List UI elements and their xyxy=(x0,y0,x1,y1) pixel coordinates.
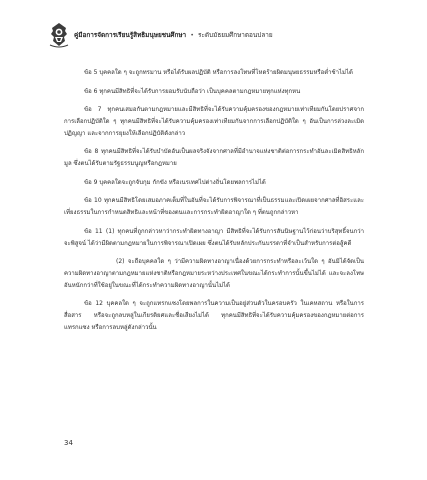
document-body xyxy=(64,67,364,341)
article-12: ข้อ 12 บุคคลใด ๆ จะถูกแทรกแซงโดยพลการในความเป็นอยู่ส่วนตัวในครอบครัว ในเคหสถาน หรือในการสื่อสาร หรือจะถูกลบหลู่ในเกียรติยศและชื่อเสียงไม่ได้ ทุกคนมีสิทธิที่จะได้รับความคุ้มครองของกฎหมายต่อการแทรกแซง หรือการลบหลู่ดังกล่าวนั้น xyxy=(64,300,364,332)
article-6: ข้อ 6 ทุกคนมีสิทธิที่จะได้รับการยอมรับนับถือว่า เป็นบุคคลตามกฎหมายทุกแห่งทุกหน xyxy=(84,87,301,95)
article-11-clause-2: (2) จะถือบุคคลใด ๆ ว่ามีความผิดทางอาญาเนื่องด้วยการกระทำหรือละเว้นใด ๆ อันมิได้จัดเป็นความผิดทางอาญาตามกฎหมายแห่งชาติหรือกฎหมายระหว่างประเทศในขณะได้กระทำการนั้นขึ้นไม่ได้ และจะลงโทษอันหนักกว่าที่ใช้อยู่ในขณะที่ได้กระทำความผิดทางอาญานั้นไม่ได้ xyxy=(64,258,364,289)
education-level-subtitle: ระดับมัธยมศึกษาตอนปลาย xyxy=(198,31,273,39)
article-9: ข้อ 9 บุคคลใดจะถูกจับกุม กักขัง หรือเนรเทศไปต่างถิ่นโดยพลการไม่ได้ xyxy=(84,178,266,186)
page-header xyxy=(48,22,388,58)
article-5: ข้อ 5 บุคคลใด ๆ จะถูกทรมาน หรือได้รับผลปฏิบัติ หรือการลงโทษที่โหดร้ายผิดมนุษยธรรมหรือต่ำช้าไม่ได้ xyxy=(84,69,353,76)
header-separator: • xyxy=(190,31,194,39)
manual-title: คู่มือการจัดการเรียนรู้สิทธิมนุษยชนศึกษา xyxy=(74,31,187,39)
article-7: ข้อ 7 ทุกคนเสมอกันตามกฎหมายและมีสิทธิที่จะได้รับความคุ้มครองของกฎหมายเท่าเทียมกันโดยปราศจากการเลือกปฏิบัติใด ๆ ทุกคนมีสิทธิที่จะได้รับความคุ้มครองเท่าเทียมกันจากการเลือกปฏิบัติใด ๆ อันเป็นการล่วงละเมิดปฏิญญา และจากการยุยงให้เลือกปฏิบัติดังกล่าว xyxy=(64,106,364,137)
article-11-clause-1: ข้อ 11 (1) ทุกคนที่ถูกกล่าวหาว่ากระทำผิดทางอาญา มีสิทธิที่จะได้รับการสันนิษฐานไว้ก่อนว่าบริสุทธิ์จนกว่าจะพิสูจน์ ได้ว่ามีผิดตามกฎหมายในการพิจารณาเปิดเผย ซึ่งตนได้รับหลักประกันบรรดาที่จำเป็นสำหรับการต่อสู้คดี xyxy=(64,227,364,247)
university-emblem-icon xyxy=(48,22,70,48)
article-10: ข้อ 10 ทุกคนมีสิทธิโดยเสมอภาคเต็มที่ในอันที่จะได้รับการพิจารณาที่เป็นธรรมและเปิดเผยจากศาลที่อิสระและเที่ยงธรรมในการกำหนดสิทธิและหน้าที่ของตนและการกระทำผิดอาญาใด ๆ ที่ตนถูกกล่าวหา xyxy=(64,197,364,217)
page-number: 34 xyxy=(64,439,73,447)
header-caption xyxy=(74,30,273,40)
article-8: ข้อ 8 ทุกคนมีสิทธิที่จะได้รับบำบัดอันเป็นผลจริงจังจากศาลที่มีอำนาจแห่งชาติต่อการกระทำอันละเมิดสิทธิหลักมูล ซึ่งตนได้รับตามรัฐธรรมนูญหรือกฎหมาย xyxy=(64,148,364,168)
